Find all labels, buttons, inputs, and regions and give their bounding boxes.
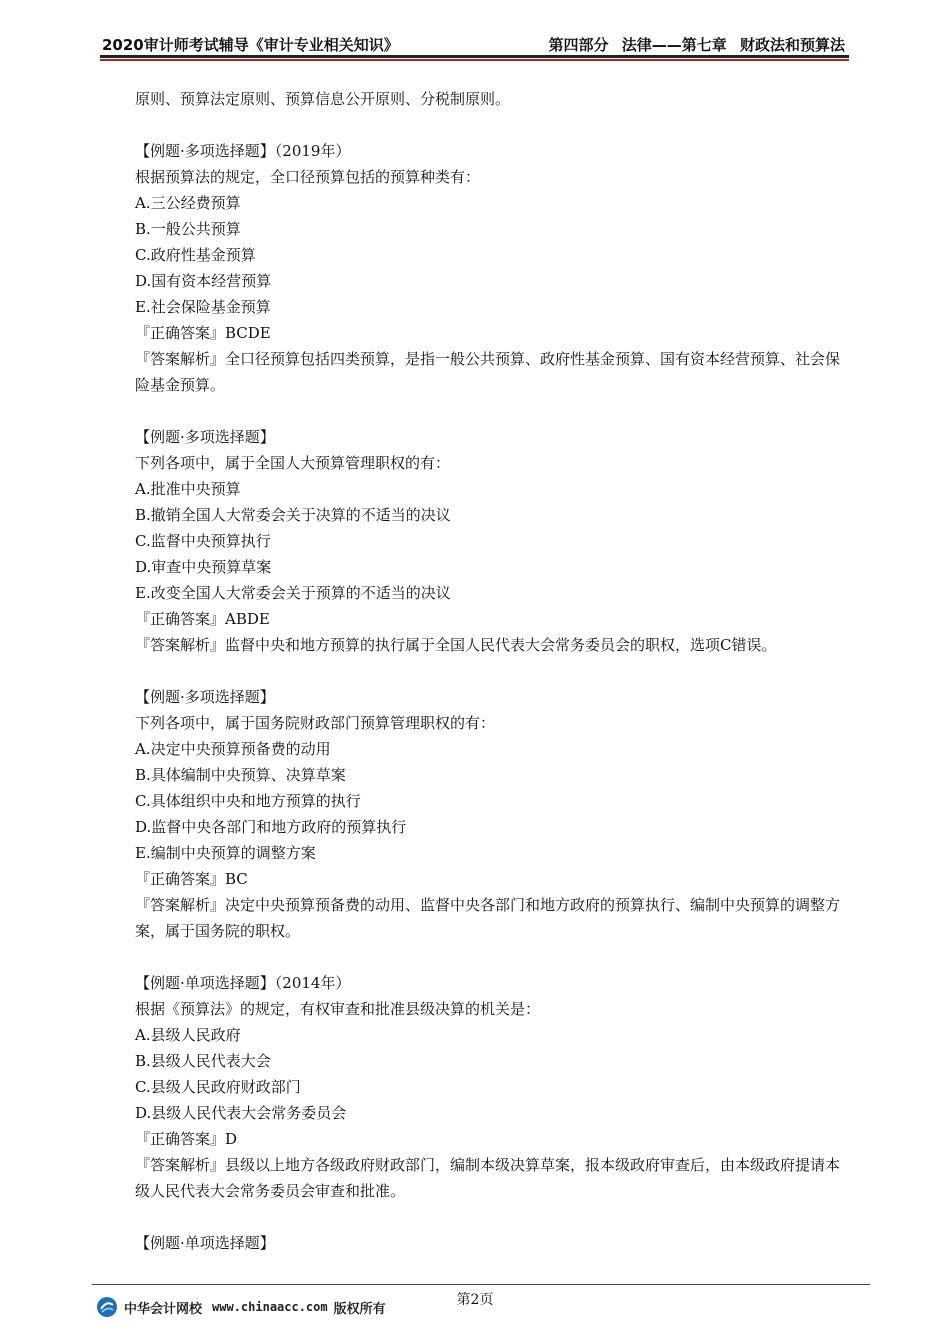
question-title: 【例题·多项选择题】 — [135, 688, 275, 706]
intro-text: 原则、预算法定原则、预算信息公开原则、分税制原则。 — [135, 90, 511, 108]
answer-analysis: 『答案解析』监督中央和地方预算的执行属于全国人民代表大会常务委员会的职权，选项C错误。 — [135, 636, 777, 654]
question-title: 【例题·单项选择题】 — [135, 1234, 275, 1252]
footer-url[interactable]: www.chinaacc.com — [212, 1300, 328, 1314]
question-block — [135, 424, 851, 658]
header-rule — [100, 55, 849, 58]
chinaacc-logo-icon — [96, 1296, 118, 1318]
option: D.县级人民代表大会常务委员会 — [135, 1104, 347, 1122]
question-stem: 下列各项中，属于全国人大预算管理职权的有： — [135, 454, 451, 472]
option: D.监督中央各部门和地方政府的预算执行 — [135, 818, 407, 836]
option: E.改变全国人大常委会关于预算的不适当的决议 — [135, 584, 451, 602]
option: D.国有资本经营预算 — [135, 272, 272, 290]
footer-rights: 版权所有 — [333, 1301, 386, 1317]
question-block — [135, 138, 851, 398]
option: B.撤销全国人大常委会关于决算的不适当的决议 — [135, 506, 451, 524]
header-title: 2020审计师考试辅导《审计专业相关知识》 — [102, 36, 399, 54]
correct-answer: 『正确答案』BCDE — [135, 324, 271, 342]
question-stem: 下列各项中，属于国务院财政部门预算管理职权的有： — [135, 714, 496, 732]
question-block — [135, 684, 851, 944]
option: C.监督中央预算执行 — [135, 532, 271, 550]
option: C.政府性基金预算 — [135, 246, 256, 264]
correct-answer: 『正确答案』ABDE — [135, 610, 270, 628]
option: A.县级人民政府 — [135, 1026, 241, 1044]
answer-analysis: 『答案解析』决定中央预算预备费的动用、监督中央各部门和地方政府的预算执行、编制中央预算的调整方案，属于国务院的职权。 — [135, 896, 841, 940]
option: D.审查中央预算草案 — [135, 558, 272, 576]
option: E.社会保险基金预算 — [135, 298, 271, 316]
option: E.编制中央预算的调整方案 — [135, 844, 316, 862]
option: B.具体编制中央预算、决算草案 — [135, 766, 346, 784]
correct-answer: 『正确答案』D — [135, 1130, 238, 1148]
page-header — [100, 30, 849, 56]
page-footer — [96, 1294, 386, 1320]
correct-answer: 『正确答案』BC — [135, 870, 248, 888]
question-stem: 根据《预算法》的规定，有权审查和批准县级决算的机关是： — [135, 1000, 541, 1018]
document-body — [135, 86, 851, 1256]
option: B.一般公共预算 — [135, 220, 241, 238]
question-title: 【例题·单项选择题】（2014年） — [135, 974, 351, 992]
question-title: 【例题·多项选择题】（2019年） — [135, 142, 351, 160]
option: A.决定中央预算预备费的动用 — [135, 740, 331, 758]
option: A.三公经费预算 — [135, 194, 241, 212]
option: B.县级人民代表大会 — [135, 1052, 271, 1070]
footer-rule — [92, 1284, 870, 1285]
question-block — [135, 970, 851, 1204]
option: A.批准中央预算 — [135, 480, 241, 498]
question-stem: 根据预算法的规定，全口径预算包括的预算种类有： — [135, 168, 481, 186]
option: C.县级人民政府财政部门 — [135, 1078, 301, 1096]
option: C.具体组织中央和地方预算的执行 — [135, 792, 361, 810]
page-number: 第2页 — [456, 1292, 494, 1308]
answer-analysis: 『答案解析』全口径预算包括四类预算，是指一般公共预算、政府性基金预算、国有资本经营预算、社会保险基金预算。 — [135, 350, 841, 394]
question-title: 【例题·多项选择题】 — [135, 428, 275, 446]
header-rule-red — [100, 59, 849, 61]
header-chapter: 第四部分 法律——第七章 财政法和预算法 — [548, 36, 845, 54]
answer-analysis: 『答案解析』县级以上地方各级政府财政部门，编制本级决算草案，报本级政府审查后，由本级政府提请本级人民代表大会常务委员会审查和批准。 — [135, 1156, 841, 1200]
footer-brand: 中华会计网校 — [124, 1301, 203, 1317]
